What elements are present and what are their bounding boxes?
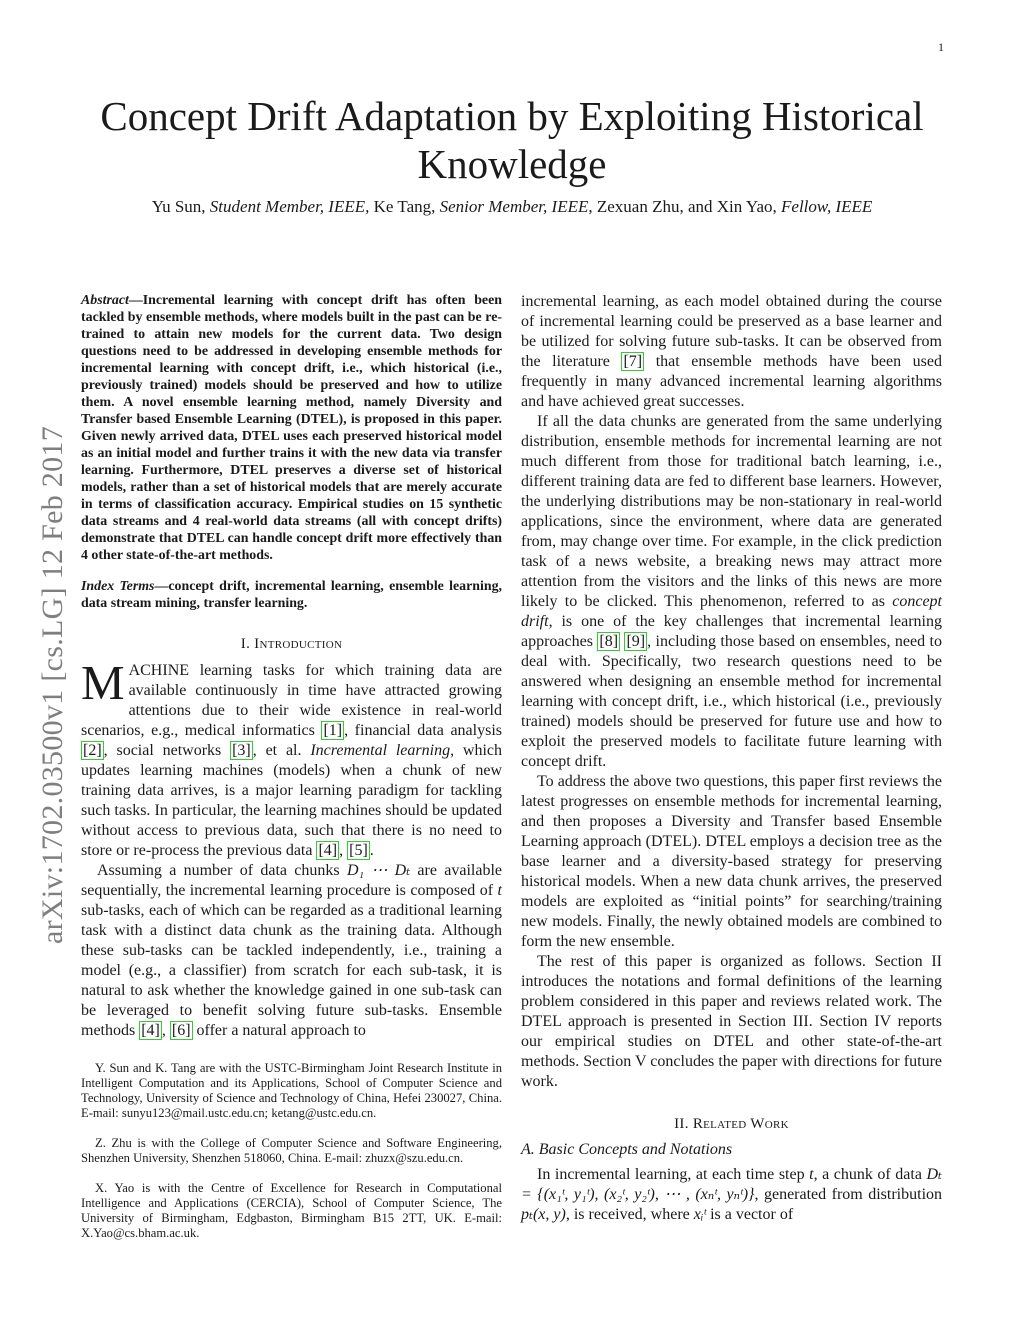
text-run: , is received, where [565,1206,694,1223]
abstract [81,292,502,564]
section-heading-introduction: I. Introduction [240,636,343,652]
text-run: , a chunk of data [813,1166,927,1183]
citation-link[interactable]: [6] [171,1022,191,1039]
author-role: Fellow, IEEE [781,197,873,216]
right-column [521,292,942,1225]
author-line [60,197,964,217]
citation-link[interactable]: [3] [232,742,251,759]
text-run: offer a natural approach to [192,1022,366,1039]
right-paragraph-4: The rest of this paper is organized as follows. Section II introduces the notations and formal definitions of the learning problem considered in this paper and reviews related work. The DTEL approach is presented in Section III. Section IV reports our empirical studies on DTEL and other state-of-the-art methods. Section V concludes the paper with directions for future work. [521,953,942,1090]
text-run: If all the data chunks are generated from the same underlying distribution, ensemble methods for incremental learning are not much different from those for traditional batch learning, i.e., different training data are fed to different base learners. However, the underlying distributions may be non-stationary in real-world applications, since the environment, where data are generated from, may change over time. For example, in the click prediction task of a news website, a breaking news may attract more attention from the visitors and the links of this news are more likely to be clicked. This phenomenon, referred to as [521,413,942,610]
math-inline: xᵢᵗ [693,1206,707,1223]
citation-link[interactable]: [9] [626,633,646,650]
text-run: , including those based on ensembles, need to deal with. Specifically, two research questions need to be answered when designing an ensemble method for incremental learning with concept drift, i.e., which historical (i.e., previously trained) models should be preserved for future use and how to exploit the preserved models to facilitate future learning with concept drift. [521,633,943,770]
text-run: , is one of the key challenges that incremental learning approaches [521,613,942,650]
text-run: sub-tasks, each of which can be regarded as a traditional learning task with a distinct data chunk as the training data. Although these sub-tasks can be tackled independently, i.e., training a model (e.g., a classifier) from scratch for each sub-task, it is natural to ask whether the knowledge gained in one sub-task can be leveraged to benefit solving future sub-tasks. Ensemble methods [81,902,502,1039]
footnote-affiliation-3: X. Yao is with the Centre of Excellence for Research in Computational Intelligence and Applications (CERCIA), School of Computer Science, The University of Birmingham, Edgbaston, Birmingham B15 2TT, UK. E-mail: X.Yao@cs.bham.ac.uk. [81,1181,502,1240]
intro-paragraph-2 [81,861,502,1041]
math-inline: t [809,1166,814,1183]
text-run: , which updates learning machines (models) when a chunk of new training data arrives, is a major learning paradigm for tackling such tasks. In particular, the learning machines should be updated without access to previous data, such that there is no need to store or re-process the previous data [81,742,502,859]
author-role: Student Member, IEEE, [209,197,370,216]
drop-cap: M [81,655,125,710]
text-run: incremental learning, as each model obtained during the course of incremental learning could be preserved as a base learner and be utilized for solving future sub-tasks. It can be observed from the literature [521,293,942,370]
citation-link[interactable]: [2] [83,742,102,759]
text-run: , et al. [252,742,311,759]
text-run: In incremental learning, at each time step [537,1166,810,1183]
subsection-heading: A. Basic Concepts and Notations [521,1141,733,1158]
text-run: , social networks [103,742,231,759]
right-paragraph-2 [521,412,942,772]
paper-title: Concept Drift Adaptation by Exploiting Historical Knowledge [100,93,924,187]
text-run: that ensemble methods have been used frequently in many advanced incremental learning algorithms and have achieved great successes. [521,353,942,410]
text-run: , financial data analysis [344,722,503,739]
section-heading-related-work: II. Related Work [674,1116,789,1132]
math-inline: D₁ ⋯ Dₜ [346,862,411,879]
footnote-affiliation-2: Z. Zhu is with the College of Computer Science and Software Engineering, Shenzhen University, Shenzhen 518060, China. E-mail: zhuzx@szu.edu.cn. [81,1136,502,1165]
text-run: , [339,842,348,859]
text-run: is a vector of [706,1206,794,1223]
text-run: . [369,842,374,859]
citation-link[interactable]: [7] [623,353,643,370]
left-column [81,292,502,1256]
citation-link[interactable]: [4] [141,1022,160,1039]
emphasis-text: concept drift [521,593,942,630]
math-inline: pₜ(x, y) [521,1206,566,1223]
arxiv-stamp: arXiv:1702.03500v1 [cs.LG] 12 Feb 2017 [36,425,69,944]
citation-link[interactable]: [1] [323,722,343,739]
text-run: , generated from distribution [754,1186,943,1203]
right-paragraph-1 [521,292,942,412]
right-paragraph-5 [521,1165,942,1225]
author-name: Yu Sun, [151,197,206,216]
emphasis-text: Incremental learning [310,742,451,759]
author-role: Senior Member, IEEE, [439,197,593,216]
abstract-text: —Incremental learning with concept drift has often been tackled by ensemble methods, where models built in the past can be re-trained to attain new models for the current data. Two design questions need to be addressed in developing ensemble methods for incremental learning with concept drift, i.e., which historical (i.e., previously trained) models should be preserved and how to utilize them. A novel ensemble learning method, namely Diversity and Transfer based Ensemble Learning (DTEL), is proposed in this paper. Given newly arrived data, DTEL uses each preserved historical model as an initial model and further trains it with the new data via transfer learning. Furthermore, DTEL preserves a diverse set of historical models, rather than a set of historical models that are merely accurate in terms of classification accuracy. Empirical studies on 15 synthetic data streams and 4 real-world data streams (all with concept drifts) demonstrate that DTEL can handle concept drift more effectively than 4 other state-of-the-art methods. [81,293,502,563]
math-inline: t [497,882,502,899]
author-name: Zexuan Zhu, and Xin Yao, [596,197,777,216]
page-number: 1 [938,40,944,54]
citation-link[interactable]: [4] [318,842,338,859]
index-terms-text: —concept drift, incremental learning, ensemble learning, data stream mining, transfer learning. [81,579,502,611]
introduction-body [81,655,503,1041]
citation-link[interactable]: [8] [599,633,619,650]
intro-paragraph-1 [81,655,503,861]
text-run: Assuming a number of data chunks [97,862,347,879]
footnote-affiliation-1: Y. Sun and K. Tang are with the USTC-Birmingham Joint Research Institute in Intelligent Computation and its Applications, School of Computer Science and Technology, University of Science and Technology of China, Hefei 230027, China. E-mail: sunyu123@mail.ustc.edu.cn; ketang@ustc.edu.cn. [81,1061,502,1120]
author-name: Ke Tang, [373,197,436,216]
right-paragraph-3: To address the above two questions, this paper first reviews the latest progresses on ensemble methods for incremental learning, and then proposes a Diversity and Transfer based Ensemble Learning approach (DTEL). DTEL employs a decision tree as the base learner and a diversity-based strategy for preserving historical models. When a new data chunk arrives, the preserved models are exploited as “initial points” for searching/training new models. Finally, the newly obtained models are combined to form the new ensemble. [521,773,942,950]
abstract-label: Abstract [81,293,129,308]
citation-link[interactable]: [5] [349,842,368,859]
text-run: , [161,1022,170,1039]
index-terms-label: Index Terms [81,579,155,594]
text-run: are available sequentially, the incremental learning procedure is composed of [81,862,502,899]
footnotes [81,1061,502,1241]
index-terms [81,578,502,612]
text-run: ACHINE learning tasks for which training data are available continuously in time have attracted growing attentions due to their wide existence in real-world scenarios, e.g., medical informatics [81,662,502,739]
math-inline: Dₜ = {(x₁ᵗ, y₁ᵗ), (x₂ᵗ, y₂ᵗ), ⋯ , (xₙᵗ, yₙᵗ)} [521,1166,942,1203]
